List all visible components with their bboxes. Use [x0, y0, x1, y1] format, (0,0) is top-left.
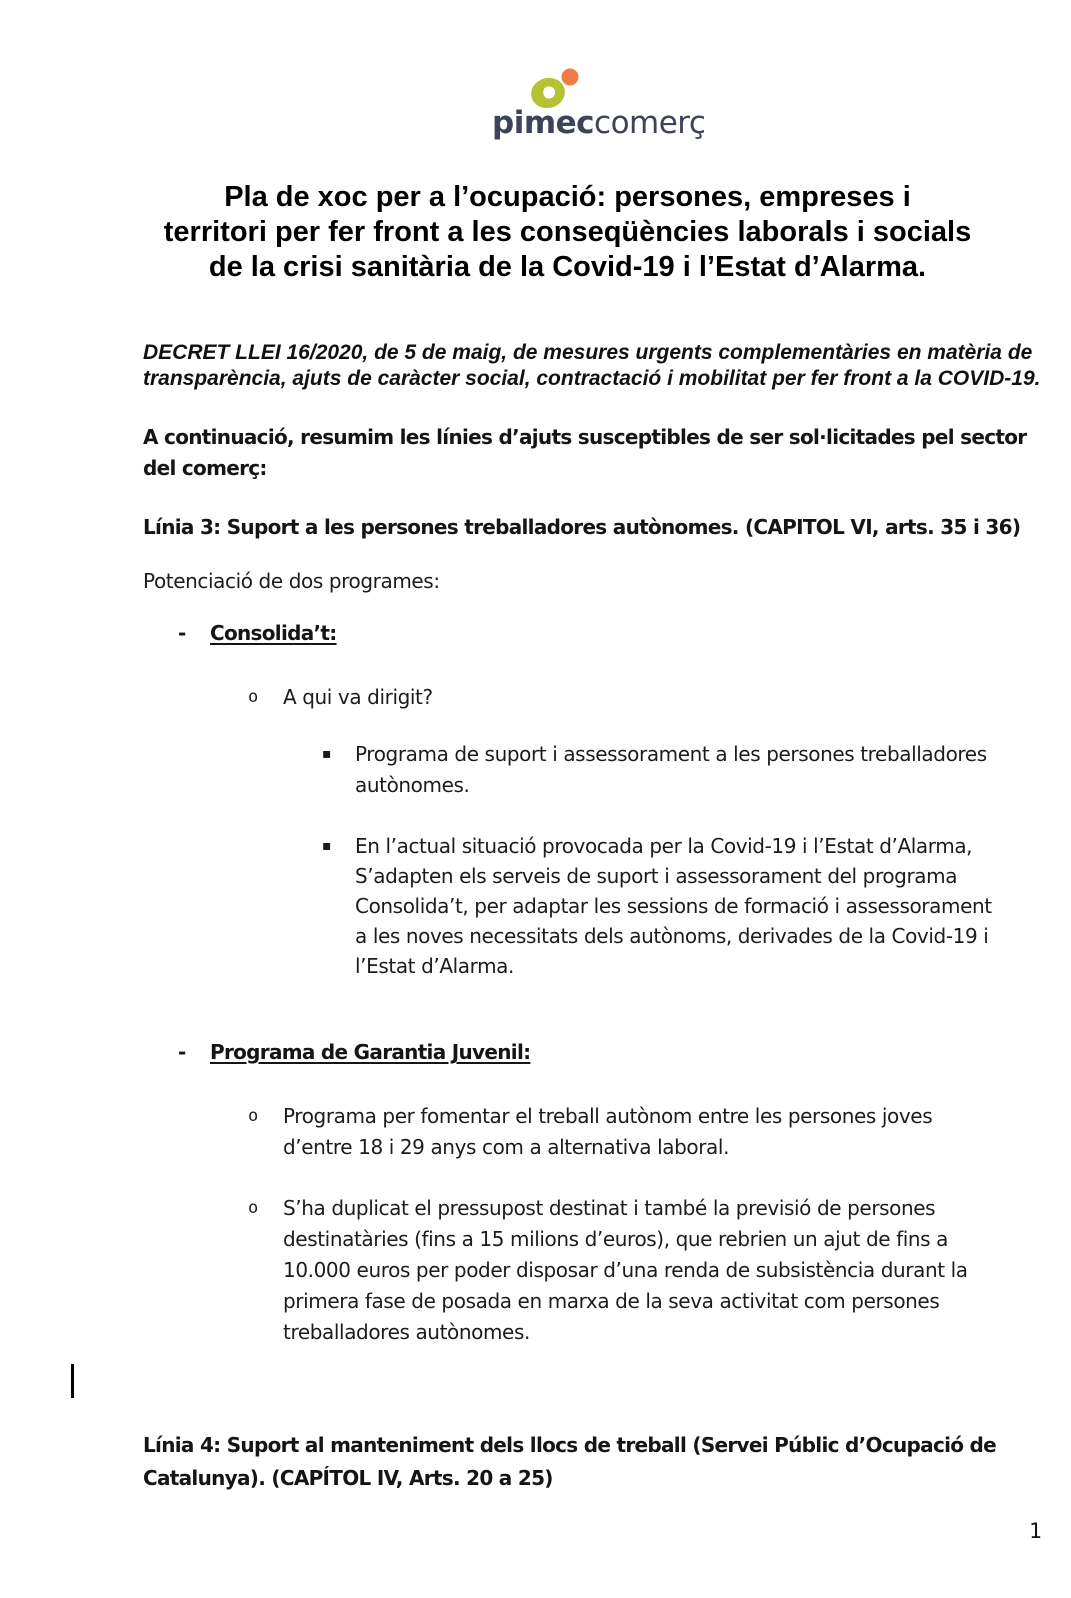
- list-item-fomentar: [248, 1101, 932, 1163]
- dash-bullet: -: [178, 621, 186, 645]
- circle-bullet: o: [248, 1106, 258, 1126]
- logo-brand-bold: pimec: [492, 105, 595, 141]
- circle-bullet: o: [248, 687, 258, 707]
- decree-reference: DECRET LLEI 16/2020, de 5 de maig, de mesures urgents complementàries en matèria de transparència, ajuts de caràcter social, contractació i mobilitat per fer front a la COVID-19.: [143, 341, 1041, 390]
- logo-brand-light: comerç: [594, 105, 706, 141]
- list-item-consolidat: [178, 618, 337, 649]
- list-item-garantia: [178, 1037, 530, 1068]
- page-number: 1: [1029, 1519, 1042, 1543]
- intro-paragraph: A continuació, resumim les línies d’ajuts susceptibles de ser sol·licitades pel sector del comerç:: [143, 425, 1027, 480]
- list-item-a-qui: [248, 682, 433, 713]
- square-bullet: ▪: [322, 838, 332, 854]
- fomentar-text: Programa per fomentar el treball autònom entre les persones joves d’entre 18 i 29 anys com a alternativa laboral.: [283, 1104, 933, 1159]
- actual-situacio-text: En l’actual situació provocada per la Covid-19 i l’Estat d’Alarma, S’adapten els serveis de suport i assessorament del programa Consolida’t, per adaptar les sessions de formació i assessorament a les noves necessitats dels autònoms, derivades de la Covid-19 i l’Estat d’Alarma.: [355, 834, 992, 978]
- garantia-label: Programa de Garantia Juvenil:: [210, 1040, 531, 1064]
- pimec-comerc-logo: [492, 66, 712, 146]
- potenciacio-text: Potenciació de dos programes:: [143, 569, 440, 593]
- list-item-pressupost: [248, 1193, 968, 1348]
- linia4-heading: Línia 4: Suport al manteniment dels llocs de treball (Servei Públic d’Ocupació de Catalunya). (CAPÍTOL IV, Arts. 20 a 25): [143, 1433, 997, 1490]
- circle-bullet: o: [248, 1198, 258, 1218]
- list-item-actual-situacio: [322, 831, 992, 981]
- consolidat-label: Consolida’t:: [210, 621, 337, 645]
- list-item-programa-suport: [322, 739, 987, 801]
- document-title: Pla de xoc per a l’ocupació: persones, empreses i territori per fer front a les conseqüències laborals i socials de la crisi sanitària de la Covid-19 i l’Estat d’Alarma.: [163, 181, 972, 283]
- linia3-heading: Línia 3: Suport a les persones treballadores autònomes. (CAPITOL VI, arts. 35 i 36): [143, 515, 1021, 539]
- text-cursor: [71, 1364, 74, 1398]
- programa-suport-text: Programa de suport i assessorament a les persones treballadores autònomes.: [355, 742, 987, 797]
- dash-bullet: -: [178, 1040, 186, 1064]
- square-bullet: ▪: [322, 746, 332, 762]
- a-qui-text: A qui va dirigit?: [283, 685, 433, 709]
- logo-wordmark: [492, 106, 705, 140]
- pressupost-text: S’ha duplicat el pressupost destinat i també la previsió de persones destinatàries (fins a 15 milions d’euros), que rebrien un ajut de fins a 10.000 euros per poder disposar d’una renda de subsistència durant la primera fase de posada en marxa de la seva activitat com persones treballadores autònomes.: [283, 1196, 968, 1344]
